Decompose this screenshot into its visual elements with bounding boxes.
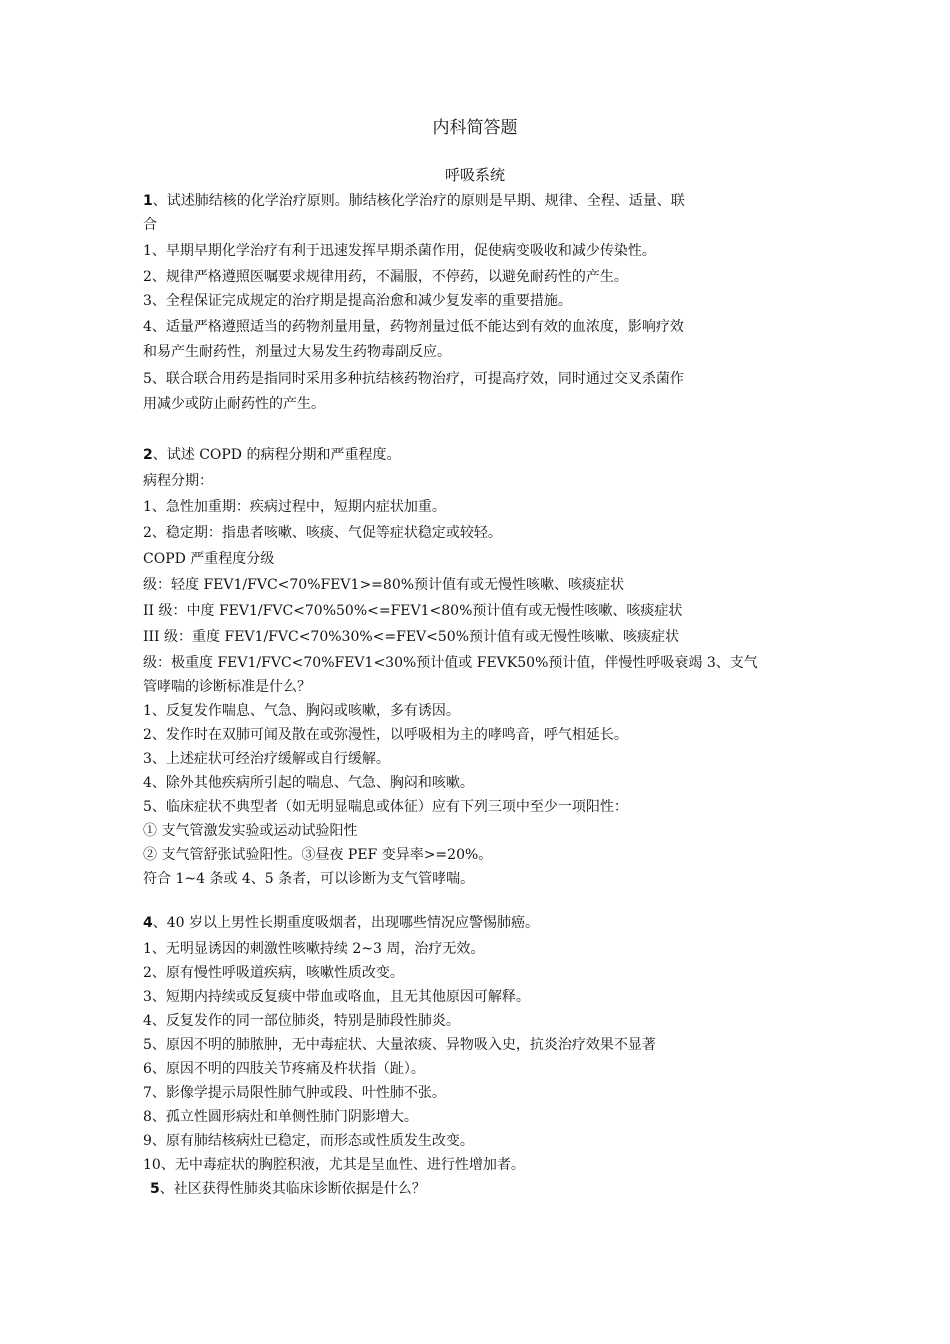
question-number: 4 <box>143 915 153 931</box>
text-line <box>143 773 803 793</box>
line-text: 合 <box>143 217 157 233</box>
text-line <box>143 987 803 1007</box>
text-line <box>143 725 803 745</box>
text-line <box>143 549 803 569</box>
question-number: 5 <box>150 1181 160 1197</box>
text-line <box>143 241 803 261</box>
text-line <box>143 627 803 647</box>
line-text: 2、原有慢性呼吸道疾病，咳嗽性质改变。 <box>143 965 404 981</box>
line-text: 1、无明显诱因的刺激性咳嗽持续 2~3 周，治疗无效。 <box>143 941 485 957</box>
line-text: 用减少或防止耐药性的产生。 <box>143 396 325 412</box>
line-text: 6、原因不明的四肢关节疼痛及杵状指（趾）。 <box>143 1061 425 1077</box>
line-text: 病程分期： <box>143 473 213 489</box>
text-line <box>143 291 803 311</box>
line-text: 级：轻度 FEV1/FVC<70%FEV1>=80%预计值有或无慢性咳嗽、咳痰症状 <box>143 577 625 593</box>
text-line <box>143 677 803 697</box>
text-line <box>143 845 803 865</box>
text-line <box>143 701 803 721</box>
text-line <box>143 317 803 337</box>
text-line <box>143 191 803 211</box>
text-line <box>143 869 803 889</box>
line-text: II 级：中度 FEV1/FVC<70%50%<=FEV1<80%预计值有或无慢性咳嗽、咳痰症状 <box>143 603 683 619</box>
line-text: 3、全程保证完成规定的治疗期是提高治愈和减少复发率的重要措施。 <box>143 293 572 309</box>
text-line <box>143 267 803 287</box>
line-text: 9、原有肺结核病灶已稳定，而形态或性质发生改变。 <box>143 1133 474 1149</box>
line-text: ① 支气管激发实验或运动试验阳性 <box>143 823 358 839</box>
text-line <box>143 394 803 414</box>
text-line <box>143 1035 803 1055</box>
section-title: 呼吸系统 <box>444 166 505 184</box>
line-text: 1、早期早期化学治疗有利于迅速发挥早期杀菌作用，促使病变吸收和减少传染性。 <box>143 243 656 259</box>
text-line <box>143 445 803 465</box>
text-line <box>143 215 803 235</box>
line-text: 7、影像学提示局限性肺气肿或段、叶性肺不张。 <box>143 1085 446 1101</box>
line-text: 4、反复发作的同一部位肺炎，特别是肺段性肺炎。 <box>143 1013 460 1029</box>
text-line <box>143 1011 803 1031</box>
text-line <box>143 1083 803 1103</box>
line-text: 10、无中毒症状的胸腔积液，尤其是呈血性、进行性增加者。 <box>143 1157 525 1173</box>
text-line <box>143 963 803 983</box>
line-text: 2、稳定期：指患者咳嗽、咳痰、气促等症状稳定或较轻。 <box>143 525 502 541</box>
line-text: COPD 严重程度分级 <box>143 551 275 567</box>
line-text: 5、联合联合用药是指同时采用多种抗结核药物治疗，可提高疗效，同时通过交叉杀菌作 <box>143 371 684 387</box>
text-line <box>143 497 803 517</box>
line-text: 3、短期内持续或反复痰中带血或咯血，且无其他原因可解释。 <box>143 989 530 1005</box>
line-text: 、社区获得性肺炎其临床诊断依据是什么？ <box>159 1181 426 1197</box>
text-line <box>143 821 803 841</box>
text-line <box>150 1179 810 1199</box>
line-text: 、试述肺结核的化学治疗原则。肺结核化学治疗的原则是早期、规律、全程、适量、联 <box>152 193 685 209</box>
line-text: 3、上述症状可经治疗缓解或自行缓解。 <box>143 751 390 767</box>
line-text: 、试述 COPD 的病程分期和严重程度。 <box>152 447 401 463</box>
text-line <box>143 1059 803 1079</box>
line-text: 和易产生耐药性，剂量过大易发生药物毒副反应。 <box>143 344 451 360</box>
line-text: III 级：重度 FEV1/FVC<70%30%<=FEV<50%预计值有或无慢性咳嗽、咳痰症状 <box>143 629 680 645</box>
text-line <box>143 1155 803 1175</box>
text-line <box>143 1131 803 1151</box>
line-text: 、40 岁以上男性长期重度吸烟者，出现哪些情况应警惕肺癌。 <box>152 915 540 931</box>
line-text: 管哮喘的诊断标准是什么？ <box>143 679 311 695</box>
question-number: 1 <box>143 193 153 209</box>
text-line <box>143 749 803 769</box>
line-text: 级：极重度 FEV1/FVC<70%FEV1<30%预计值或 FEVK50%预计值，伴慢性呼吸衰竭 3、支气 <box>143 655 758 671</box>
document-title: 内科简答题 <box>432 118 518 138</box>
text-line <box>143 575 803 595</box>
line-text: ② 支气管舒张试验阳性。③昼夜 PEF 变异率>=20%。 <box>143 847 493 863</box>
line-text: 4、适量严格遵照适当的药物剂量用量，药物剂量过低不能达到有效的血浓度，影响疗效 <box>143 319 684 335</box>
text-line <box>143 369 803 389</box>
text-line <box>143 1107 803 1127</box>
line-text: 符合 1~4 条或 4、5 条者，可以诊断为支气管哮喘。 <box>143 871 475 887</box>
text-line <box>143 601 803 621</box>
text-line <box>143 342 803 362</box>
line-text: 5、临床症状不典型者（如无明显喘息或体征）应有下列三项中至少一项阳性： <box>143 799 628 815</box>
text-line <box>143 471 803 491</box>
question-number: 2 <box>143 447 153 463</box>
line-text: 2、发作时在双肺可闻及散在或弥漫性，以呼吸相为主的哮鸣音，呼气相延长。 <box>143 727 628 743</box>
line-text: 1、急性加重期：疾病过程中，短期内症状加重。 <box>143 499 446 515</box>
text-line <box>143 653 803 673</box>
line-text: 1、反复发作喘息、气急、胸闷或咳嗽，多有诱因。 <box>143 703 460 719</box>
text-line <box>143 797 803 817</box>
text-line <box>143 523 803 543</box>
line-text: 5、原因不明的肺脓肿，无中毒症状、大量浓痰、异物吸入史，抗炎治疗效果不显著 <box>143 1037 656 1053</box>
text-line <box>143 913 803 933</box>
line-text: 2、规律严格遵照医嘱要求规律用药，不漏服，不停药，以避免耐药性的产生。 <box>143 269 628 285</box>
text-line <box>143 939 803 959</box>
line-text: 4、除外其他疾病所引起的喘息、气急、胸闷和咳嗽。 <box>143 775 474 791</box>
line-text: 8、孤立性圆形病灶和单侧性肺门阴影增大。 <box>143 1109 418 1125</box>
